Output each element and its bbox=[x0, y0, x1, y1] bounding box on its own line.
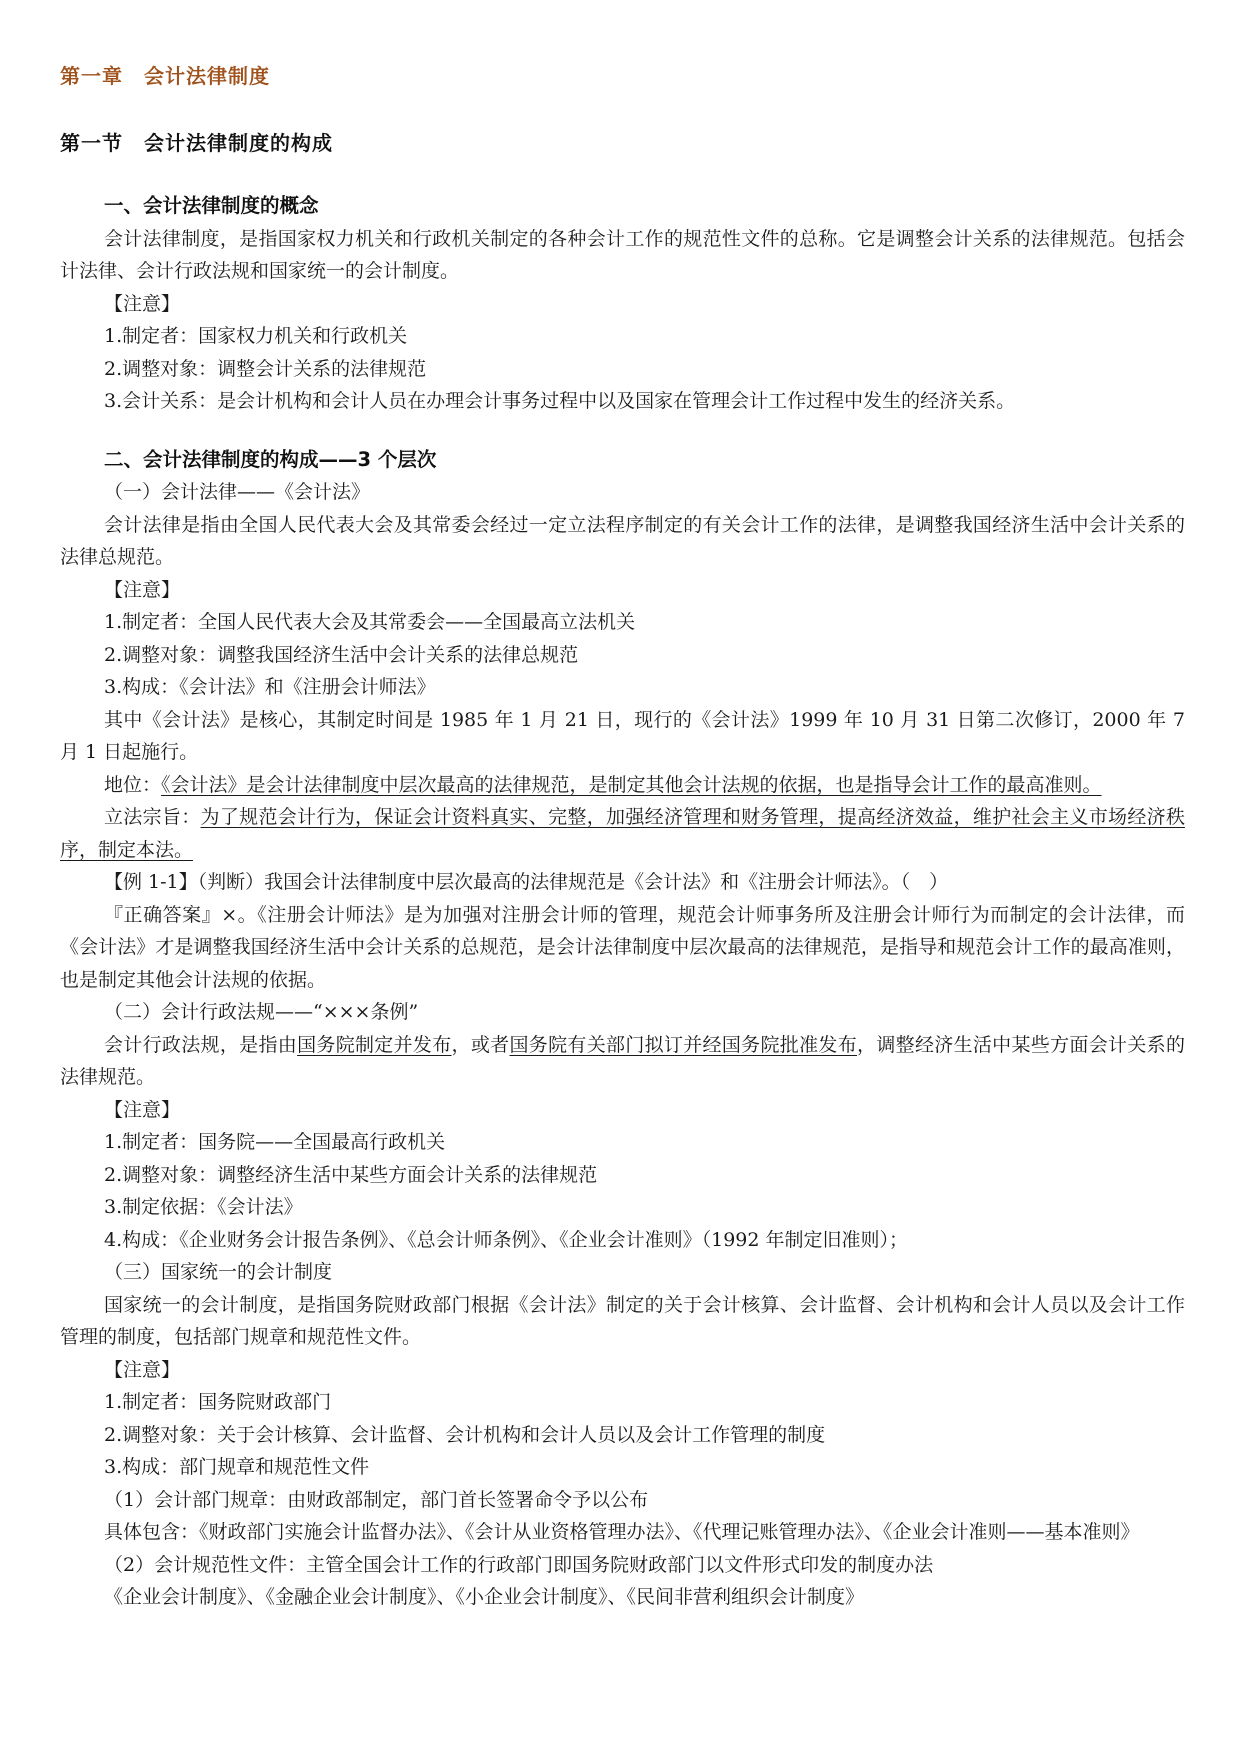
heading-structure: 二、会计法律制度的构成——3 个层次 bbox=[104, 447, 437, 471]
note-item: 《企业会计制度》、《金融企业会计制度》、《小企业会计制度》、《民间非营利组织会计制度》 bbox=[104, 1586, 865, 1608]
subheading-unified-system: （三）国家统一的会计制度 bbox=[104, 1261, 333, 1283]
note-item: （1）会计部门规章：由财政部制定，部门首长签署命令予以公布 bbox=[104, 1488, 649, 1511]
purpose-text: 为了规范会计行为，保证会计资料真实、完整，加强经济管理和财务管理，提高经济效益，维护社会主义市场经济秩序，制定本法。 bbox=[60, 806, 1185, 861]
text-run: ，或者 bbox=[451, 1033, 510, 1056]
note-item: 3.构成：《会计法》和《注册会计师法》 bbox=[104, 676, 436, 698]
status-text: 《会计法》是会计法律制度中层次最高的法律规范，是制定其他会计法规的依据，也是指导会计工作的最高准则。 bbox=[161, 773, 1102, 796]
note-item: （2）会计规范性文件：主管全国会计工作的行政部门即国务院财政部门以文件形式印发的制度办法 bbox=[104, 1553, 934, 1576]
note-item: 3.构成：部门规章和规范性文件 bbox=[104, 1456, 370, 1478]
note-item: 3.会计关系：是会计机构和会计人员在办理会计事务过程中以及国家在管理会计工作过程中发生的经济关系。 bbox=[104, 390, 1016, 412]
status-label: 地位： bbox=[104, 773, 162, 796]
note-item: 2.调整对象：关于会计核算、会计监督、会计机构和会计人员以及会计工作管理的制度 bbox=[104, 1423, 826, 1446]
note-item: 3.制定依据：《会计法》 bbox=[104, 1196, 303, 1218]
note-item: 2.调整对象：调整会计关系的法律规范 bbox=[104, 357, 427, 380]
note-label: 【注意】 bbox=[104, 578, 181, 601]
heading-concept: 一、会计法律制度的概念 bbox=[104, 194, 319, 217]
paragraph-purpose bbox=[60, 801, 1185, 866]
example-question: 【例 1-1】（判断）我国会计法律制度中层次最高的法律规范是《会计法》和《注册会计师法》。（ ） bbox=[104, 871, 949, 893]
note-label: 【注意】 bbox=[104, 292, 181, 315]
section-title: 第一节 会计法律制度的构成 bbox=[60, 131, 333, 155]
paragraph-admin-regulations bbox=[60, 1029, 1185, 1094]
paragraph-accounting-law: 会计法律是指由全国人民代表大会及其常委会经过一定立法程序制定的有关会计工作的法律，是调整我国经济生活中会计关系的法律总规范。 bbox=[60, 513, 1185, 568]
purpose-label: 立法宗旨： bbox=[104, 806, 201, 828]
example-answer: 『正确答案』×。《注册会计师法》是为加强对注册会计师的管理，规范会计师事务所及注册会计师行为而制定的会计法律，而《会计法》才是调整我国经济生活中会计关系的总规范，是会计法律制度中层次最高的法律规范，是指导和规范会计工作的最高准则，也是制定其他会计法规的依据。 bbox=[60, 903, 1185, 991]
paragraph-law-history: 其中《会计法》是核心，其制定时间是 1985 年 1 月 21 日，现行的《会计法》1999 年 10 月 31 日第二次修订，2000 年 7 月 1 日起施行。 bbox=[60, 708, 1185, 763]
subheading-admin-regulations: （二）会计行政法规——“×××条例” bbox=[104, 1001, 419, 1023]
note-item: 4.构成：《企业财务会计报告条例》、《总会计师条例》、《企业会计准则》（1992 年制定旧准则）； bbox=[104, 1228, 909, 1251]
note-item: 1.制定者：国务院——全国最高行政机关 bbox=[104, 1131, 446, 1153]
spacer bbox=[60, 418, 1185, 444]
note-item: 2.调整对象：调整我国经济生活中会计关系的法律总规范 bbox=[104, 643, 579, 666]
note-item: 1.制定者：国务院财政部门 bbox=[104, 1391, 332, 1413]
text-run: ，调整经济生活中某些方面会计关系的法律规范。 bbox=[60, 1033, 1185, 1088]
text-run: 会计行政法规，是指由 bbox=[104, 1033, 298, 1056]
chapter-title: 第一章 会计法律制度 bbox=[60, 64, 270, 88]
note-item: 1.制定者：国家权力机关和行政机关 bbox=[104, 325, 408, 347]
paragraph-unified-system: 国家统一的会计制度，是指国务院财政部门根据《会计法》制定的关于会计核算、会计监督、会计机构和会计人员以及会计工作管理的制度，包括部门规章和规范性文件。 bbox=[60, 1293, 1185, 1348]
document-body bbox=[60, 190, 1185, 1614]
note-item: 1.制定者：全国人民代表大会及其常委会——全国最高立法机关 bbox=[104, 611, 636, 633]
paragraph-concept: 会计法律制度，是指国家权力机关和行政机关制定的各种会计工作的规范性文件的总称。它是调整会计关系的法律规范。包括会计法律、会计行政法规和国家统一的会计制度。 bbox=[60, 227, 1185, 282]
underlined-text: 国务院有关部门拟订并经国务院批准发布 bbox=[509, 1033, 858, 1056]
paragraph-rules-list: 具体包含：《财政部门实施会计监督办法》、《会计从业资格管理办法》、《代理记账管理办法》、《企业会计准则——基本准则》 bbox=[104, 1521, 1140, 1543]
subheading-accounting-law: （一）会计法律——《会计法》 bbox=[104, 481, 371, 503]
underlined-text: 国务院制定并发布 bbox=[297, 1033, 452, 1056]
note-label: 【注意】 bbox=[104, 1098, 181, 1121]
paragraph-status bbox=[60, 769, 1185, 802]
note-item: 2.调整对象：调整经济生活中某些方面会计关系的法律规范 bbox=[104, 1163, 598, 1186]
note-label: 【注意】 bbox=[104, 1358, 181, 1381]
